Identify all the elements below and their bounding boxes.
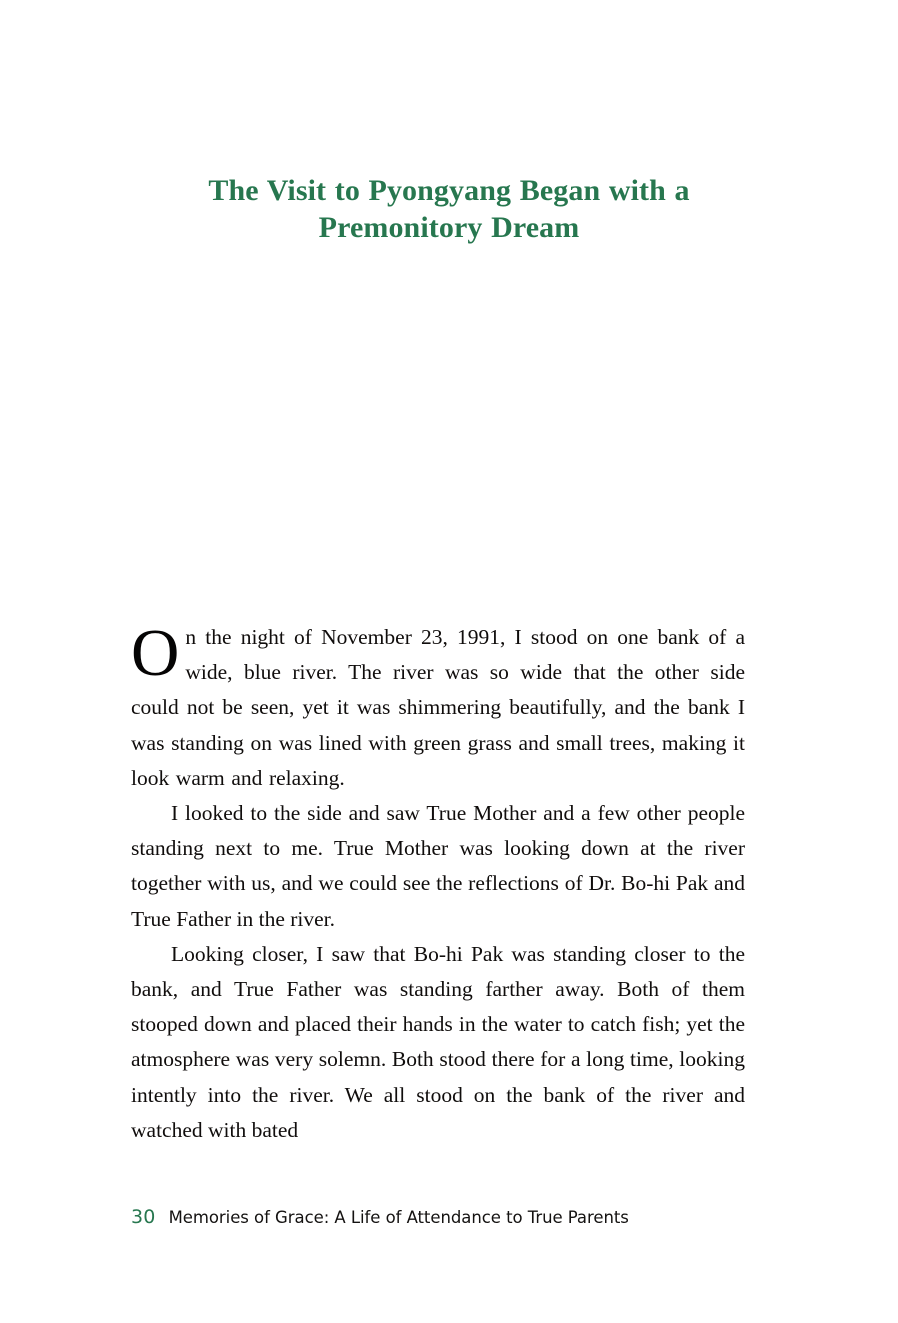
chapter-title-line-1: The Visit to Pyongyang Began with a	[208, 174, 690, 208]
page-footer	[131, 1206, 629, 1228]
paragraph-3-text: Looking closer, I saw that Bo-hi Pak was standing closer to the bank, and True Father was standing farther away. Both of them stooped down and placed their hands in the water to catch fish; yet the atmosphere was very solemn. Both stood there for a long time, looking intently into the river. We all stood on the bank of the river and watched with bated	[131, 941, 745, 1142]
body-text	[131, 616, 745, 1148]
page-number: 30	[131, 1206, 156, 1228]
paragraph-2	[131, 796, 745, 937]
drop-cap: O	[131, 616, 180, 690]
paragraph-1-text: n the night of November 23, 1991, I stood on one bank of a wide, blue river. The river was so wide that the other side could not be seen, yet it was shimmering beautifully, and the bank I was standing on was lined with green grass and small trees, making it look warm and relaxing.	[131, 625, 745, 790]
paragraph-3	[131, 937, 745, 1148]
running-title: Memories of Grace: A Life of Attendance to True Parents	[168, 1208, 629, 1227]
paragraph-2-text: I looked to the side and saw True Mother and a few other people standing next to me. True Mother was looking down at the river together with us, and we could see the reflections of Dr. Bo-hi Pak and True Father in the river.	[131, 801, 745, 931]
paragraph-1	[131, 616, 745, 796]
chapter-title-line-2: Premonitory Dream	[318, 211, 580, 245]
chapter-title	[150, 172, 748, 246]
